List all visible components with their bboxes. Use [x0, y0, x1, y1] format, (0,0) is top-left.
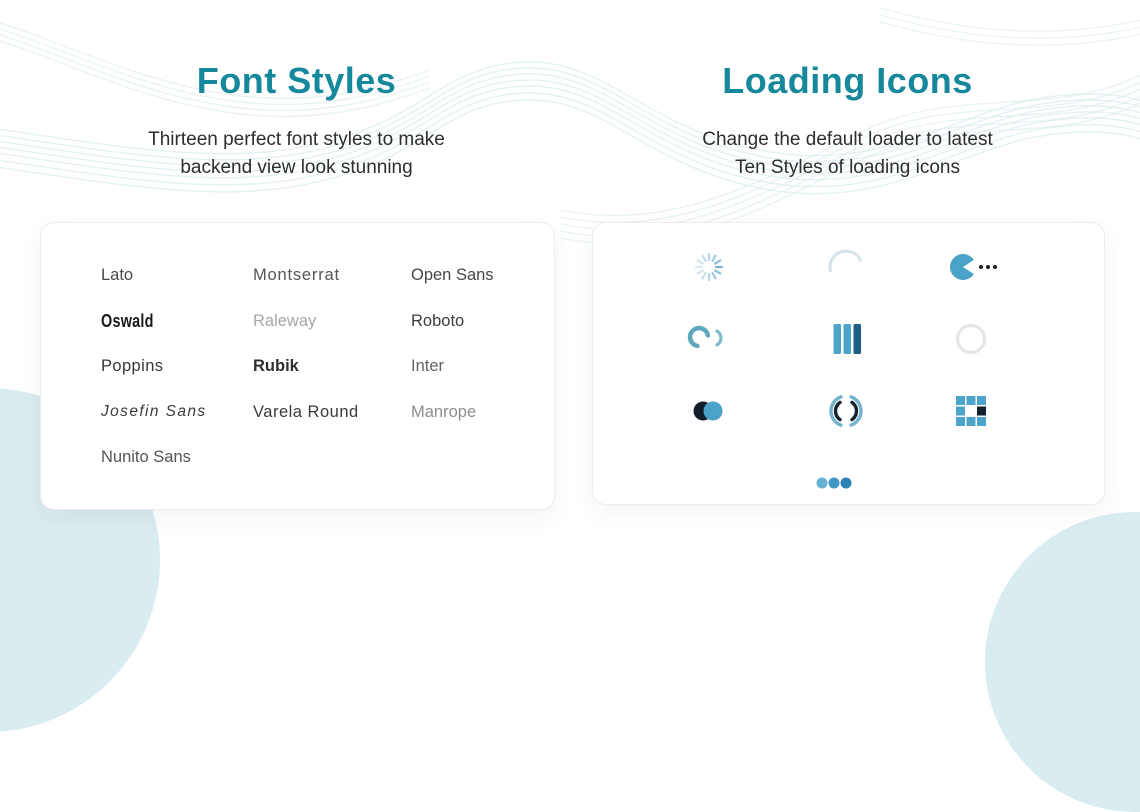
font-style-item: Nunito Sans [101, 448, 191, 467]
font-styles-card [40, 222, 555, 510]
font-style-item: Oswald [101, 310, 154, 331]
font-style-item: Josefin Sans [101, 403, 207, 421]
font-style-item: Lato [101, 266, 134, 285]
font-styles-header [40, 60, 553, 182]
rays-spinner-icon [679, 245, 739, 289]
font-style-item: Inter [411, 357, 445, 376]
broken-ring-spinner-icon [816, 389, 876, 433]
ring-loader-icon [941, 317, 1001, 361]
font-style-item: Open Sans [411, 266, 494, 285]
font-style-item: Poppins [101, 357, 164, 376]
loading-icons-title: Loading Icons [722, 60, 973, 101]
font-styles-subtitle: Thirteen perfect font styles to make backend view look stunning [148, 129, 445, 178]
font-styles-list [41, 223, 554, 481]
font-style-item: Varela Round [253, 402, 359, 421]
font-style-item: Manrope [411, 402, 477, 421]
loading-icons-subtitle: Change the default loader to latest Ten Styles of loading icons [702, 129, 993, 178]
font-style-item: Montserrat [253, 266, 340, 285]
crescents-spinner-icon [679, 317, 739, 361]
loading-icons-grid [593, 223, 1104, 519]
bars-loader-icon [816, 317, 876, 361]
dual-ball-loader-icon [679, 389, 739, 433]
font-style-item: Roboto [411, 311, 465, 330]
arc-spinner-icon [816, 245, 876, 289]
loading-icons-header [592, 60, 1103, 182]
font-styles-title: Font Styles [196, 60, 397, 101]
font-style-item: Raleway [253, 311, 317, 330]
grid-squares-loader-icon [941, 389, 1001, 433]
decorative-circle-bottom-right [985, 512, 1140, 812]
dots-loader-icon [804, 454, 864, 512]
font-style-item: Rubik [253, 357, 299, 376]
pacman-loader-icon [941, 245, 1001, 289]
loading-icons-card [592, 222, 1105, 505]
